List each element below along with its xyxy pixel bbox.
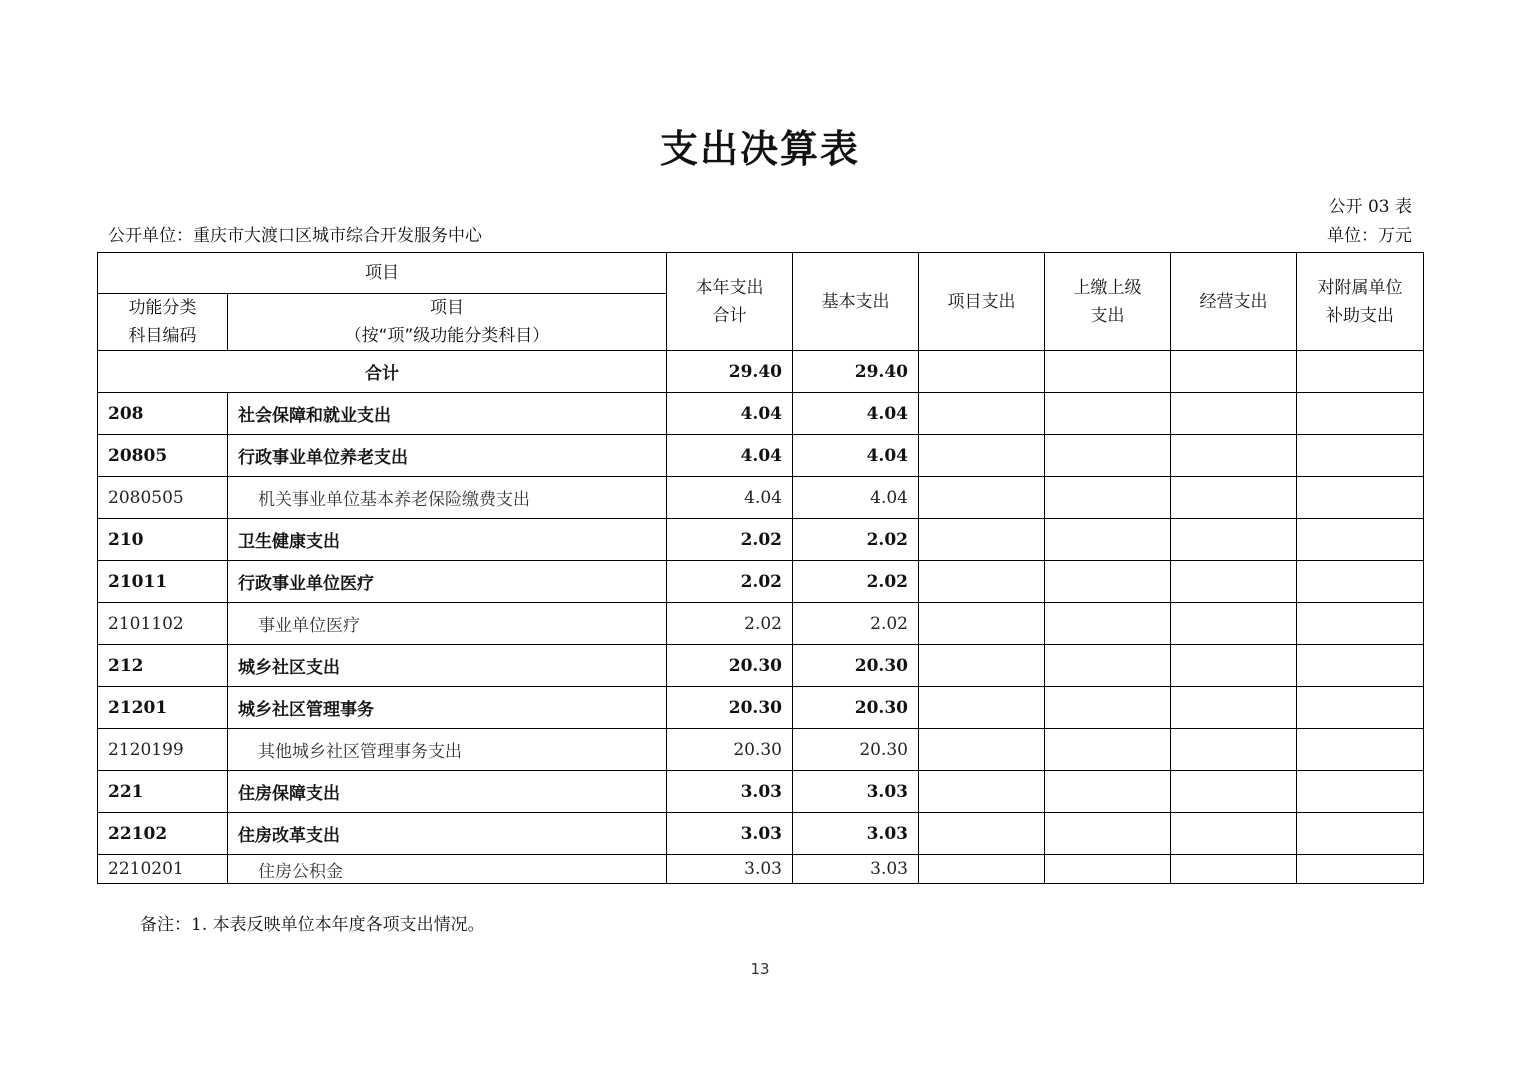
header-basic: 基本支出 <box>793 253 919 351</box>
row-project <box>919 813 1045 855</box>
row-project <box>919 771 1045 813</box>
table-row <box>98 729 1424 771</box>
row-upper <box>1045 729 1171 771</box>
header-business: 经营支出 <box>1171 253 1297 351</box>
row-project <box>919 687 1045 729</box>
row-code: 2120199 <box>98 729 228 771</box>
row-upper <box>1045 603 1171 645</box>
row-subsidy <box>1297 645 1424 687</box>
page-number: 13 <box>750 960 770 978</box>
row-basic: 2.02 <box>793 603 919 645</box>
table-row <box>98 855 1424 884</box>
total-basic: 29.40 <box>793 351 919 393</box>
row-basic: 3.03 <box>793 855 919 884</box>
row-subsidy <box>1297 813 1424 855</box>
row-basic: 3.03 <box>793 771 919 813</box>
row-name: 卫生健康支出 <box>228 519 667 561</box>
table-row <box>98 435 1424 477</box>
row-code: 2101102 <box>98 603 228 645</box>
table-row <box>98 645 1424 687</box>
row-total: 20.30 <box>667 687 793 729</box>
header-name-line2: （按“项”级功能分类科目） <box>344 326 550 346</box>
row-business <box>1171 771 1297 813</box>
row-upper <box>1045 645 1171 687</box>
table-row <box>98 687 1424 729</box>
row-project <box>919 519 1045 561</box>
row-business <box>1171 435 1297 477</box>
row-subsidy <box>1297 519 1424 561</box>
row-total: 4.04 <box>667 477 793 519</box>
row-subsidy <box>1297 561 1424 603</box>
row-total: 3.03 <box>667 813 793 855</box>
row-business <box>1171 519 1297 561</box>
row-name: 住房公积金 <box>228 855 667 884</box>
header-upper <box>1045 253 1171 351</box>
row-name: 行政事业单位养老支出 <box>228 435 667 477</box>
total-business <box>1171 351 1297 393</box>
row-total: 3.03 <box>667 855 793 884</box>
row-name: 住房保障支出 <box>228 771 667 813</box>
header-name-line1: 项目 <box>430 298 464 318</box>
row-total: 20.30 <box>667 645 793 687</box>
row-business <box>1171 855 1297 884</box>
table-row <box>98 603 1424 645</box>
total-subsidy <box>1297 351 1424 393</box>
page-title: 支出决算表 <box>659 127 860 171</box>
row-code: 22102 <box>98 813 228 855</box>
row-total: 20.30 <box>667 729 793 771</box>
row-total: 3.03 <box>667 771 793 813</box>
header-upper-line2: 支出 <box>1090 305 1125 326</box>
row-upper <box>1045 687 1171 729</box>
row-business <box>1171 813 1297 855</box>
row-basic: 4.04 <box>793 393 919 435</box>
header-code-line1: 功能分类 <box>128 298 197 318</box>
row-code: 2080505 <box>98 477 228 519</box>
row-total: 4.04 <box>667 393 793 435</box>
header-code-line2: 科目编码 <box>128 326 197 346</box>
table-row <box>98 393 1424 435</box>
row-name: 城乡社区管理事务 <box>228 687 667 729</box>
total-amount: 29.40 <box>667 351 793 393</box>
row-project <box>919 603 1045 645</box>
header-project: 项目 <box>98 253 667 294</box>
header-project-expense: 项目支出 <box>919 253 1045 351</box>
header-total-line1: 本年支出 <box>695 277 764 298</box>
header-upper-line1: 上缴上级 <box>1073 277 1142 298</box>
row-upper <box>1045 477 1171 519</box>
row-basic: 20.30 <box>793 645 919 687</box>
row-project <box>919 393 1045 435</box>
row-name: 城乡社区支出 <box>228 645 667 687</box>
row-basic: 4.04 <box>793 477 919 519</box>
row-basic: 2.02 <box>793 561 919 603</box>
row-basic: 20.30 <box>793 687 919 729</box>
row-code: 212 <box>98 645 228 687</box>
row-upper <box>1045 771 1171 813</box>
row-business <box>1171 603 1297 645</box>
row-basic: 3.03 <box>793 813 919 855</box>
row-name: 社会保障和就业支出 <box>228 393 667 435</box>
total-label: 合计 <box>98 351 667 393</box>
row-total: 2.02 <box>667 519 793 561</box>
header-total-line2: 合计 <box>712 305 747 326</box>
row-code: 2210201 <box>98 855 228 884</box>
row-name: 住房改革支出 <box>228 813 667 855</box>
row-business <box>1171 687 1297 729</box>
row-subsidy <box>1297 687 1424 729</box>
row-name: 机关事业单位基本养老保险缴费支出 <box>228 477 667 519</box>
row-subsidy <box>1297 477 1424 519</box>
row-business <box>1171 645 1297 687</box>
reporting-unit: 公开单位：重庆市大渡口区城市综合开发服务中心 <box>108 226 482 246</box>
total-project <box>919 351 1045 393</box>
expenditure-table <box>97 252 1424 884</box>
row-code: 210 <box>98 519 228 561</box>
header-subsidy-line2: 补助支出 <box>1326 305 1394 326</box>
header-row-1 <box>98 253 1424 294</box>
table-row <box>98 771 1424 813</box>
row-subsidy <box>1297 393 1424 435</box>
row-project <box>919 477 1045 519</box>
table-row <box>98 813 1424 855</box>
total-row <box>98 351 1424 393</box>
row-upper <box>1045 519 1171 561</box>
row-upper <box>1045 561 1171 603</box>
header-subsidy <box>1297 253 1424 351</box>
row-basic: 2.02 <box>793 519 919 561</box>
row-project <box>919 729 1045 771</box>
row-code: 208 <box>98 393 228 435</box>
row-upper <box>1045 813 1171 855</box>
row-subsidy <box>1297 729 1424 771</box>
row-project <box>919 855 1045 884</box>
row-total: 2.02 <box>667 603 793 645</box>
row-upper <box>1045 393 1171 435</box>
row-business <box>1171 561 1297 603</box>
row-basic: 4.04 <box>793 435 919 477</box>
row-subsidy <box>1297 855 1424 884</box>
footnote: 备注：1. 本表反映单位本年度各项支出情况。 <box>140 915 485 935</box>
row-code: 21201 <box>98 687 228 729</box>
header-total <box>667 253 793 351</box>
header-name <box>228 294 667 351</box>
row-basic: 20.30 <box>793 729 919 771</box>
row-subsidy <box>1297 603 1424 645</box>
row-business <box>1171 393 1297 435</box>
row-subsidy <box>1297 435 1424 477</box>
row-name: 其他城乡社区管理事务支出 <box>228 729 667 771</box>
table-row <box>98 519 1424 561</box>
form-number: 公开 03 表 <box>1328 197 1412 217</box>
row-project <box>919 435 1045 477</box>
row-code: 221 <box>98 771 228 813</box>
currency-unit: 单位：万元 <box>1327 226 1412 246</box>
row-code: 21011 <box>98 561 228 603</box>
row-name: 事业单位医疗 <box>228 603 667 645</box>
table-row <box>98 561 1424 603</box>
row-project <box>919 645 1045 687</box>
row-upper <box>1045 435 1171 477</box>
row-upper <box>1045 855 1171 884</box>
row-project <box>919 561 1045 603</box>
row-name: 行政事业单位医疗 <box>228 561 667 603</box>
table-row <box>98 477 1424 519</box>
total-upper <box>1045 351 1171 393</box>
header-subsidy-line1: 对附属单位 <box>1317 277 1403 298</box>
row-total: 2.02 <box>667 561 793 603</box>
row-business <box>1171 729 1297 771</box>
row-subsidy <box>1297 771 1424 813</box>
row-business <box>1171 477 1297 519</box>
row-total: 4.04 <box>667 435 793 477</box>
header-code <box>98 294 228 351</box>
row-code: 20805 <box>98 435 228 477</box>
